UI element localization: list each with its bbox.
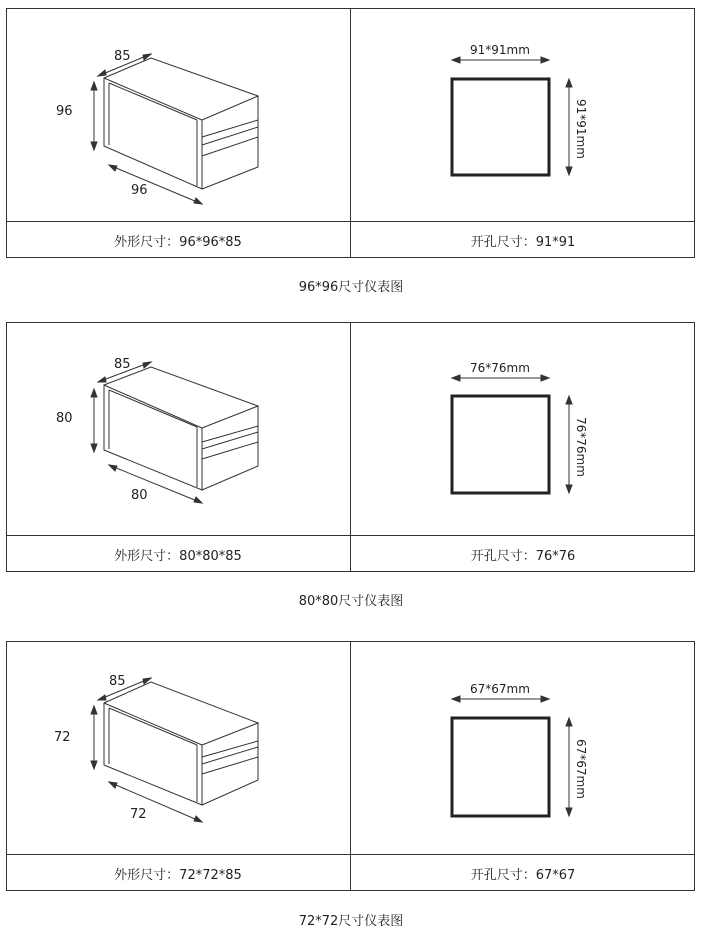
isometric-meter-drawing (6, 641, 350, 854)
outer-dimension-drawing (6, 8, 350, 221)
height-label: 96 (56, 104, 73, 119)
isometric-meter-drawing (6, 322, 350, 535)
cutout-width-label: 76*76mm (470, 361, 530, 375)
cutout-height-label: 76*76mm (574, 417, 588, 477)
cutout-height-label: 91*91mm (574, 99, 588, 159)
cutout-dimension-drawing (351, 322, 695, 535)
cutout-dimension-drawing (351, 8, 695, 221)
cutout-dimension-drawing (351, 641, 695, 854)
cutout-square-drawing (351, 322, 695, 535)
cutout-size-caption: 开孔尺寸：76*76 (470, 548, 576, 564)
cutout-width-label: 91*91mm (470, 43, 530, 57)
height-label: 72 (54, 730, 71, 745)
outer-dimension-drawing (6, 641, 350, 854)
cutout-square-drawing (351, 641, 695, 854)
depth-label: 85 (109, 674, 126, 689)
spec-panel-80 (6, 322, 695, 572)
cutout-size-caption: 开孔尺寸：67*67 (470, 867, 576, 883)
depth-label: 85 (114, 49, 131, 64)
cutout-width-label: 67*67mm (470, 682, 530, 696)
outer-dimension-drawing (6, 322, 350, 535)
height-label: 80 (56, 411, 73, 426)
spec-title-96: 96*96尺寸仪表图 (298, 280, 404, 295)
width-label: 80 (131, 488, 148, 503)
spec-panel-72 (6, 641, 695, 891)
cutout-square (452, 718, 549, 816)
isometric-meter-drawing (6, 8, 350, 221)
cutout-square (452, 396, 549, 493)
outer-size-caption: 外形尺寸：72*72*85 (114, 867, 242, 883)
cutout-size-caption: 开孔尺寸：91*91 (470, 234, 576, 250)
depth-label: 85 (114, 357, 131, 372)
outer-size-caption: 外形尺寸：80*80*85 (114, 548, 242, 564)
cutout-height-label: 67*67mm (574, 739, 588, 799)
spec-title-72: 72*72尺寸仪表图 (298, 914, 404, 929)
width-label: 96 (131, 183, 148, 198)
outer-size-caption: 外形尺寸：96*96*85 (114, 234, 242, 250)
spec-panel-96 (6, 8, 695, 258)
width-label: 72 (130, 807, 147, 822)
spec-title-80: 80*80尺寸仪表图 (298, 594, 404, 609)
cutout-square-drawing (351, 8, 695, 221)
cutout-square (452, 79, 549, 175)
